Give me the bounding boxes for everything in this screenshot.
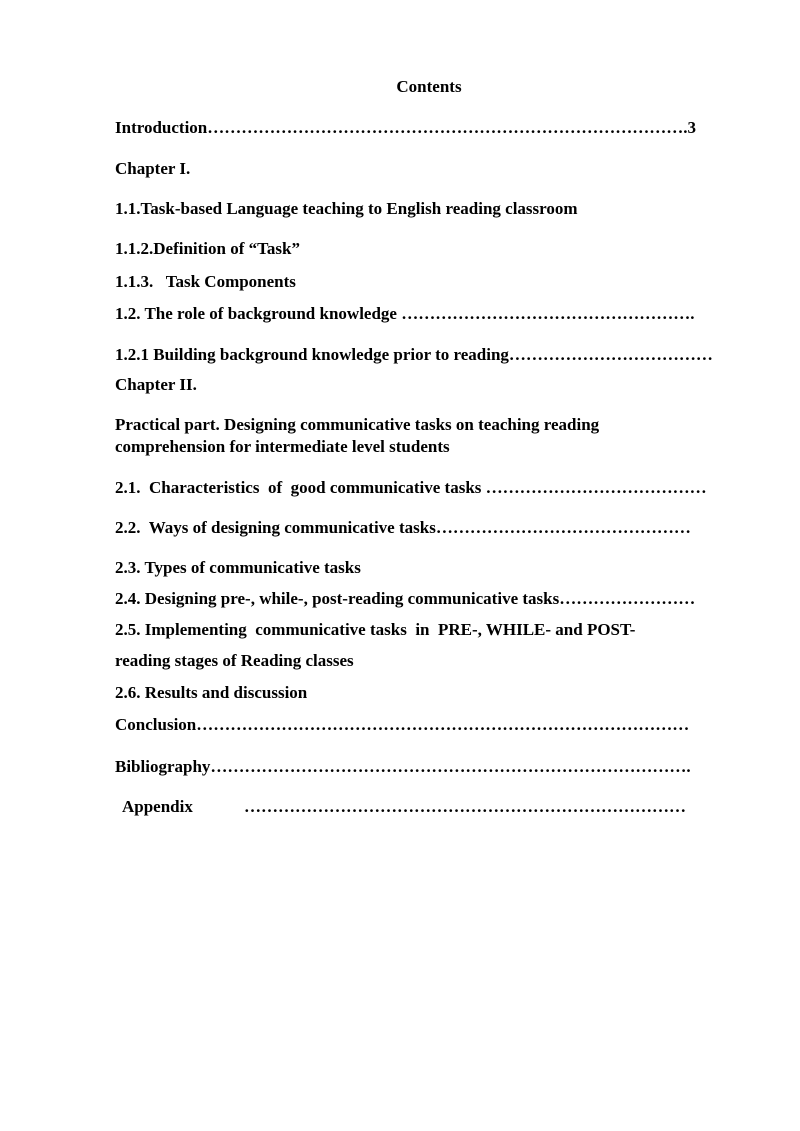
toc-entry-appendix-leader: ……………………………………………………………………: [244, 797, 686, 816]
toc-entry-2-5-continued: reading stages of Reading classes: [115, 651, 354, 670]
toc-entry-2-3: 2.3. Types of communicative tasks: [115, 558, 361, 577]
toc-entry-2-6: 2.6. Results and discussion: [115, 683, 308, 702]
toc-chapter-1-heading: Chapter I.: [115, 159, 191, 178]
toc-entry-2-1: 2.1. Characteristics of good communicative tasks …………………………………: [115, 478, 707, 497]
contents-title: Contents: [396, 77, 462, 96]
toc-entry-conclusion: Conclusion……………………………………………………………………………: [115, 715, 690, 734]
toc-entry-2-2: 2.2. Ways of designing communicative tasks………………………………………: [115, 518, 691, 537]
toc-entry-1-1: 1.1.Task-based Language teaching to English reading classroom: [115, 199, 578, 218]
toc-entry-appendix-label: Appendix: [122, 797, 193, 816]
toc-entry-1-1-2: 1.1.2.Definition of “Task”: [115, 239, 300, 258]
toc-entry-introduction: Introduction………………………………………………………………………….3: [115, 118, 697, 137]
toc-entry-bibliography: Bibliography………………………………………………………………………….: [115, 757, 691, 776]
toc-chapter-2-heading: Chapter II.: [115, 375, 197, 394]
toc-entry-1-1-3: 1.1.3. Task Components: [115, 272, 296, 291]
toc-entry-2-5: 2.5. Implementing communicative tasks in PRE-, WHILE- and POST-: [115, 620, 636, 639]
toc-entry-1-2: 1.2. The role of background knowledge …………………………………………….: [115, 304, 695, 323]
toc-entry-2-4: 2.4. Designing pre-, while-, post-reading communicative tasks……………………: [115, 589, 696, 608]
toc-entry-practical-part: Practical part. Designing communicative tasks on teaching reading comprehension for intermediate level students: [115, 415, 600, 456]
toc-entry-1-2-1: 1.2.1 Building background knowledge prior to reading………………………………: [115, 345, 713, 364]
